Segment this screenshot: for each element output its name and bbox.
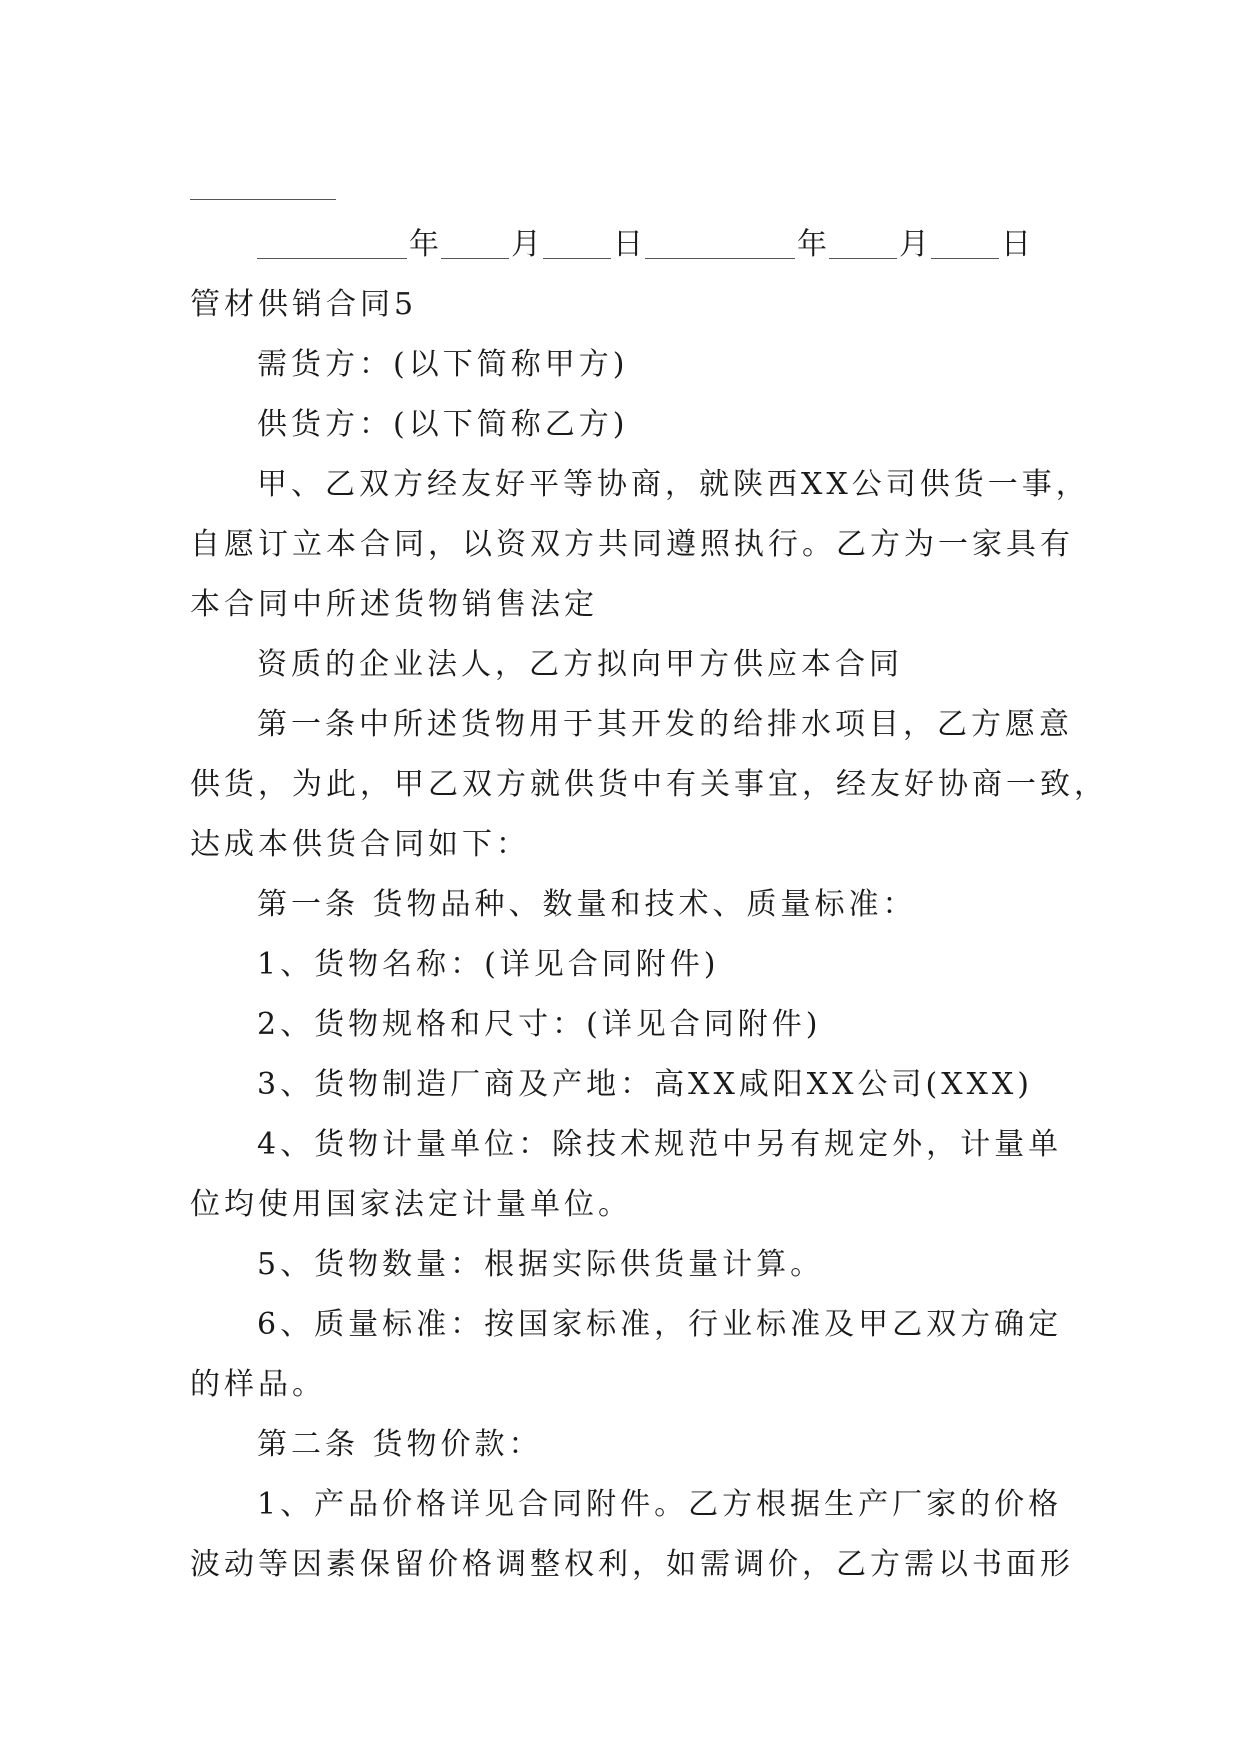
paragraph-line: 资质的企业法人，乙方拟向甲方供应本合同 — [257, 647, 903, 682]
year-label: 年 — [409, 227, 439, 262]
clause-item: 4、货物计量单位：除技术规范中另有规定外，计量单 — [257, 1127, 1063, 1162]
year-blank-2 — [645, 228, 795, 259]
clause-item-continued: 位均使用国家法定计量单位。 — [190, 1187, 632, 1222]
paragraph-line: 供货，为此，甲乙双方就供货中有关事宜，经友好协商一致， — [190, 767, 1108, 802]
document-title: 管材供销合同5 — [190, 287, 418, 322]
paragraph-line: 第一条中所述货物用于其开发的给排水项目，乙方愿意 — [257, 707, 1073, 742]
paragraph-line: 自愿订立本合同，以资双方共同遵照执行。乙方为一家具有 — [190, 527, 1074, 562]
signature-blank-line — [190, 199, 336, 200]
supplier-line: 供货方：(以下简称乙方) — [257, 407, 629, 442]
month-blank — [441, 228, 509, 259]
month-label: 月 — [511, 227, 541, 262]
clause-item: 3、货物制造厂商及产地：高XX咸阳XX公司(XXX) — [257, 1067, 1033, 1102]
date-fill-line — [257, 225, 1033, 265]
day-blank — [543, 228, 611, 259]
clause-item: 5、货物数量：根据实际供货量计算。 — [257, 1247, 825, 1282]
clause-item: 1、产品价格详见合同附件。乙方根据生产厂家的价格 — [257, 1487, 1063, 1522]
day-blank-2 — [931, 228, 999, 259]
paragraph-line: 达成本供货合同如下： — [190, 827, 530, 862]
paragraph-line: 本合同中所述货物销售法定 — [190, 587, 598, 622]
article-heading: 第二条 货物价款： — [257, 1427, 543, 1462]
clause-item-continued: 波动等因素保留价格调整权利，如需调价，乙方需以书面形 — [190, 1547, 1074, 1582]
article-heading: 第一条 货物品种、数量和技术、质量标准： — [257, 887, 917, 922]
clause-item-continued: 的样品。 — [190, 1367, 326, 1402]
month-label-2: 月 — [899, 227, 929, 262]
clause-item: 1、货物名称：(详见合同附件) — [257, 947, 720, 982]
paragraph-line: 甲、乙双方经友好平等协商，就陕西XX公司供货一事， — [257, 467, 1090, 502]
year-blank — [257, 228, 407, 259]
day-label: 日 — [613, 227, 643, 262]
clause-item: 2、货物规格和尺寸：(详见合同附件) — [257, 1007, 822, 1042]
buyer-line: 需货方：(以下简称甲方) — [257, 347, 629, 382]
month-blank-2 — [829, 228, 897, 259]
year-label-2: 年 — [797, 227, 827, 262]
clause-item: 6、质量标准：按国家标准，行业标准及甲乙双方确定 — [257, 1307, 1063, 1342]
day-label-2: 日 — [1001, 227, 1031, 262]
